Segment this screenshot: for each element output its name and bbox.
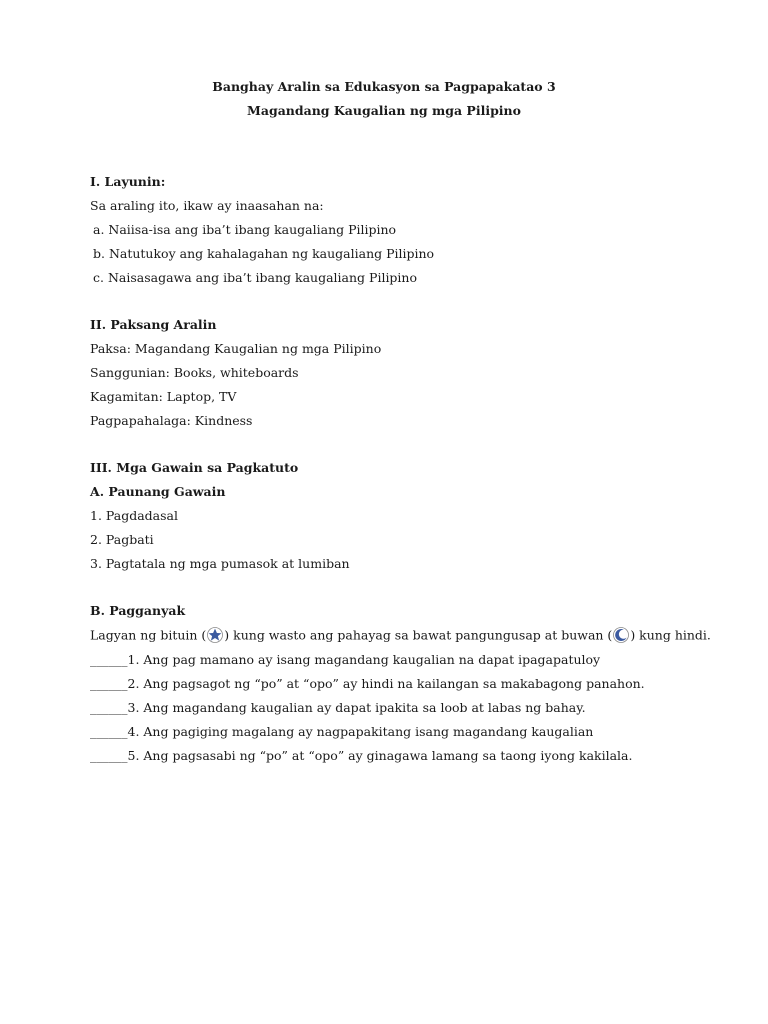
layunin-item: a. Naiisa-isa ang iba’t ibang kaugaliang Pilipino [93, 222, 397, 237]
paksang-aralin-line: Kagamitan: Laptop, TV [90, 389, 237, 404]
paksang-aralin-line: Pagpapahalaga: Kindness [90, 413, 253, 428]
gawain-item: 1. Pagdadasal [90, 508, 178, 523]
instruction-text: Lagyan ng bituin ( [90, 627, 207, 643]
layunin-intro: Sa araling ito, ikaw ay inaasahan na: [90, 198, 324, 213]
pagganyak-item: ______1. Ang pag mamano ay isang magandang kaugalian na dapat ipagapatuloy [90, 652, 601, 667]
gawain-item: 2. Pagbati [90, 532, 154, 547]
paksang-aralin-line: Paksa: Magandang Kaugalian ng mga Pilipino [90, 341, 382, 356]
paksang-aralin-line: Sanggunian: Books, whiteboards [90, 365, 299, 380]
instruction-text: ) kung hindi. [630, 627, 711, 643]
document-title: Banghay Aralin sa Edukasyon sa Pagpapakatao 3 [212, 79, 556, 94]
subsection-heading-pagganyak: B. Pagganyak [90, 603, 186, 618]
pagganyak-item: ______4. Ang pagiging magalang ay nagpapakitang isang magandang kaugalian [90, 724, 594, 739]
pagganyak-item: ______2. Ang pagsagot ng “po” at “opo” ay hindi na kailangan sa makabagong panahon. [90, 676, 645, 691]
star-icon [206, 626, 224, 644]
gawain-item: 3. Pagtatala ng mga pumasok at lumiban [90, 556, 350, 571]
subsection-heading-paunang-gawain: A. Paunang Gawain [90, 484, 226, 499]
moon-icon [612, 626, 630, 644]
document-subtitle: Magandang Kaugalian ng mga Pilipino [247, 103, 521, 118]
section-heading-paksang-aralin: II. Paksang Aralin [90, 317, 217, 332]
instruction-text: ) kung wasto ang pahayag sa bawat pangungusap at buwan ( [224, 627, 613, 643]
pagganyak-item: ______3. Ang magandang kaugalian ay dapat ipakita sa loob at labas ng bahay. [90, 700, 586, 715]
layunin-item: b. Natutukoy ang kahalagahan ng kaugaliang Pilipino [93, 246, 435, 261]
pagganyak-instruction [90, 627, 711, 645]
section-heading-layunin: I. Layunin: [90, 174, 166, 189]
layunin-item: c. Naisasagawa ang iba’t ibang kaugaliang Pilipino [93, 270, 418, 285]
section-heading-gawain: III. Mga Gawain sa Pagkatuto [90, 460, 299, 475]
pagganyak-item: ______5. Ang pagsasabi ng “po” at “opo” ay ginagawa lamang sa taong iyong kakilala. [90, 748, 633, 763]
